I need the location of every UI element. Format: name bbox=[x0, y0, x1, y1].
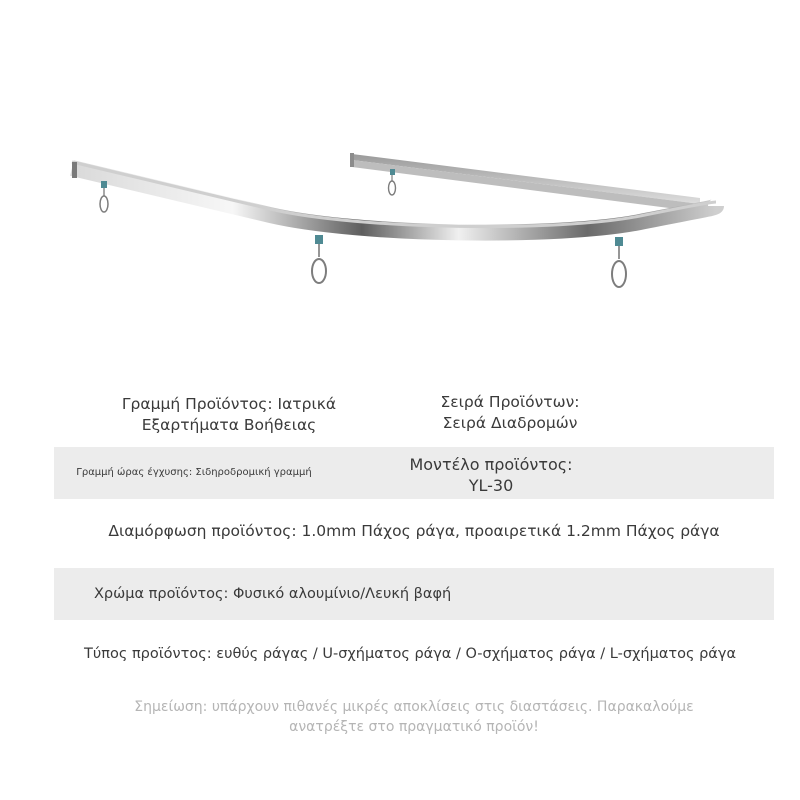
hook-icon bbox=[612, 237, 626, 287]
hook-icon bbox=[312, 235, 326, 283]
spec-row-color bbox=[54, 568, 774, 620]
color-text: Χρώμα προϊόντος: Φυσικό αλουμίνιο/Λευκή βαφή bbox=[94, 586, 452, 602]
product-series-cell bbox=[394, 392, 626, 434]
spec-row-configuration bbox=[54, 520, 774, 544]
note-line-2: ανατρέξτε στο πραγματικό προϊόν! bbox=[289, 719, 539, 735]
spec-row-type bbox=[40, 643, 780, 667]
type-text: Τύπος προϊόντος: ευθύς ράγας / U-σχήματος ράγα / O-σχήματος ράγα / L-σχήματος ράγα bbox=[83, 646, 737, 662]
model-label: Μοντέλο προϊόντος: bbox=[409, 455, 573, 474]
rail-back-segment bbox=[350, 153, 700, 212]
product-line-value: Εξαρτήματα Βοήθειας bbox=[141, 416, 317, 434]
spec-row-application-model bbox=[54, 447, 774, 499]
u-shaped-rail-image bbox=[0, 0, 800, 380]
configuration-text: Διαμόρφωση προϊόντος: 1.0mm Πάχος ράγα, προαιρετικά 1.2mm Πάχος ράγα bbox=[108, 522, 720, 540]
product-line-cell bbox=[64, 394, 394, 436]
model-value: YL-30 bbox=[468, 476, 514, 495]
product-series-value: Σειρά Διαδρομών bbox=[442, 414, 578, 432]
application-line-text: Γραμμή ώρας έγχυσης: Σιδηροδρομική γραμμή bbox=[76, 467, 312, 478]
note-line-1: Σημείωση: υπάρχουν πιθανές μικρές αποκλίσεις στις διαστάσεις. Παρακαλούμε bbox=[134, 699, 694, 715]
hook-icon bbox=[389, 169, 396, 195]
product-series-label: Σειρά Προϊόντων: bbox=[440, 393, 580, 411]
hook-icon bbox=[100, 181, 108, 212]
model-cell bbox=[376, 454, 606, 496]
note-block bbox=[54, 697, 774, 741]
spec-row-line-series bbox=[54, 392, 774, 440]
product-line-label: Γραμμή Προϊόντος: Ιατρικά bbox=[121, 395, 337, 413]
